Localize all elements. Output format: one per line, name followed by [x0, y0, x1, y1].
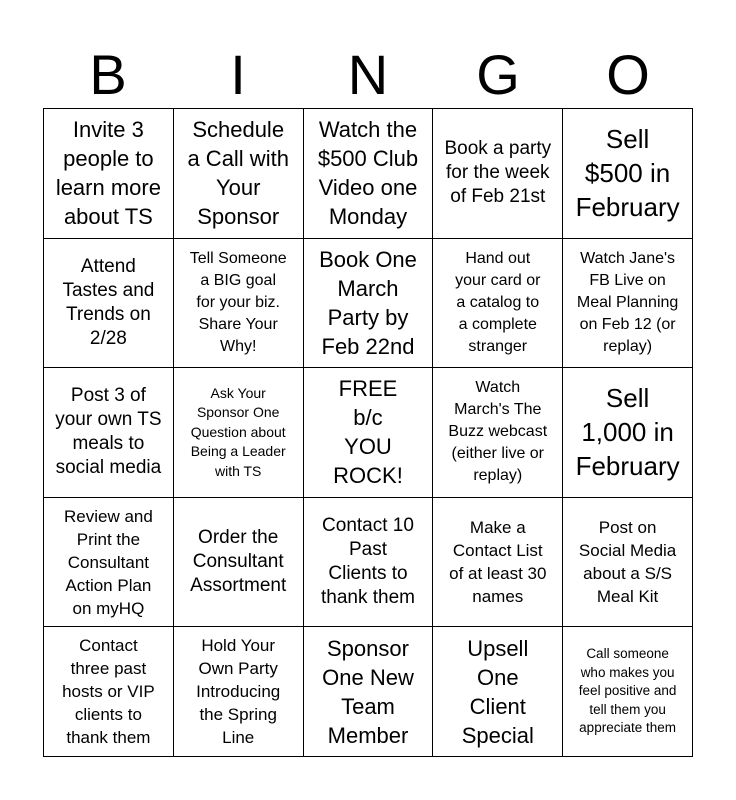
header-letter-b: B — [89, 43, 127, 106]
bingo-cell-text: Post on Social Media about a S/S Meal Kit — [578, 518, 677, 607]
bingo-cell-r4-c4[interactable] — [433, 498, 563, 628]
bingo-cell-text: FREE b/c YOU ROCK! — [333, 376, 403, 489]
header-letter-o: O — [606, 43, 650, 106]
bingo-cell-r4-c1[interactable] — [44, 498, 174, 628]
bingo-cell-r5-c5[interactable] — [563, 627, 693, 757]
bingo-cell-r2-c2[interactable] — [174, 239, 304, 369]
bingo-cell-text: Order the Consultant Assortment — [190, 527, 287, 597]
bingo-cell-text: Sell $500 in February — [575, 124, 680, 223]
bingo-cell-r4-c5[interactable] — [563, 498, 693, 628]
bingo-cell-r4-c3[interactable] — [304, 498, 434, 628]
bingo-cell-r1-c5[interactable] — [563, 109, 693, 239]
bingo-cell-text: Invite 3 people to learn more about TS — [55, 117, 161, 230]
bingo-cell-text: Upsell One Client Special — [461, 635, 534, 748]
bingo-cell-r1-c3[interactable] — [304, 109, 434, 239]
bingo-cell-r1-c1[interactable] — [44, 109, 174, 239]
bingo-cell-text: Contact 10 Past Clients to thank them — [320, 515, 415, 609]
bingo-cell-r2-c1[interactable] — [44, 239, 174, 369]
header-letter-g: G — [476, 43, 520, 106]
bingo-cell-r5-c1[interactable] — [44, 627, 174, 757]
bingo-cell-text: Sell 1,000 in February — [575, 383, 680, 482]
bingo-cell-text: Watch Jane's FB Live on Meal Planning on Feb 12 (or replay) — [576, 249, 679, 355]
bingo-cell-text: Watch the $500 Club Video one Monday — [317, 117, 419, 230]
bingo-cell-text: Schedule a Call with Your Sponsor — [187, 117, 289, 230]
bingo-cell-r2-c5[interactable] — [563, 239, 693, 369]
bingo-card-grid — [43, 108, 693, 757]
bingo-cell-r3-c3[interactable] — [304, 368, 434, 498]
bingo-cell-r3-c5[interactable] — [563, 368, 693, 498]
bingo-cell-text: Sponsor One New Team Member — [322, 635, 414, 748]
bingo-cell-r3-c1[interactable] — [44, 368, 174, 498]
bingo-cell-r2-c3[interactable] — [304, 239, 434, 369]
bingo-cell-text: Ask Your Sponsor One Question about Being a Leader with TS — [190, 384, 286, 479]
bingo-cell-text: Book One March Party by Feb 22nd — [319, 246, 417, 359]
bingo-cell-text: Post 3 of your own TS meals to social media — [55, 385, 162, 479]
bingo-cell-r5-c2[interactable] — [174, 627, 304, 757]
bingo-cell-text: Tell Someone a BIG goal for your biz. Share Your Why! — [189, 249, 287, 355]
header-letter-n: N — [347, 43, 389, 106]
bingo-cell-text: Watch March's The Buzz webcast (either live or replay) — [448, 379, 548, 485]
bingo-cell-r5-c4[interactable] — [433, 627, 563, 757]
bingo-cell-text: Make a Contact List of at least 30 names — [449, 518, 547, 607]
bingo-cell-text: Hold Your Own Party Introducing the Spring Line — [196, 636, 281, 748]
bingo-cell-r1-c4[interactable] — [433, 109, 563, 239]
bingo-cell-text: Attend Tastes and Trends on 2/28 — [62, 255, 155, 349]
bingo-cell-text: Contact three past hosts or VIP clients to thank them — [62, 636, 155, 748]
bingo-cell-text: Call someone who makes you feel positive and tell them you appreciate them — [578, 646, 677, 736]
bingo-cell-text: Review and Print the Consultant Action Plan on myHQ — [63, 506, 153, 618]
bingo-cell-text: Book a party for the week of Feb 21st — [444, 138, 552, 208]
bingo-cell-r3-c4[interactable] — [433, 368, 563, 498]
bingo-cell-r5-c3[interactable] — [304, 627, 434, 757]
bingo-header — [43, 44, 693, 106]
bingo-cell-r2-c4[interactable] — [433, 239, 563, 369]
bingo-cell-r1-c2[interactable] — [174, 109, 304, 239]
bingo-cell-r4-c2[interactable] — [174, 498, 304, 628]
header-letter-i: I — [230, 43, 246, 106]
bingo-cell-text: Hand out your card or a catalog to a complete stranger — [455, 249, 541, 355]
bingo-cell-r3-c2[interactable] — [174, 368, 304, 498]
